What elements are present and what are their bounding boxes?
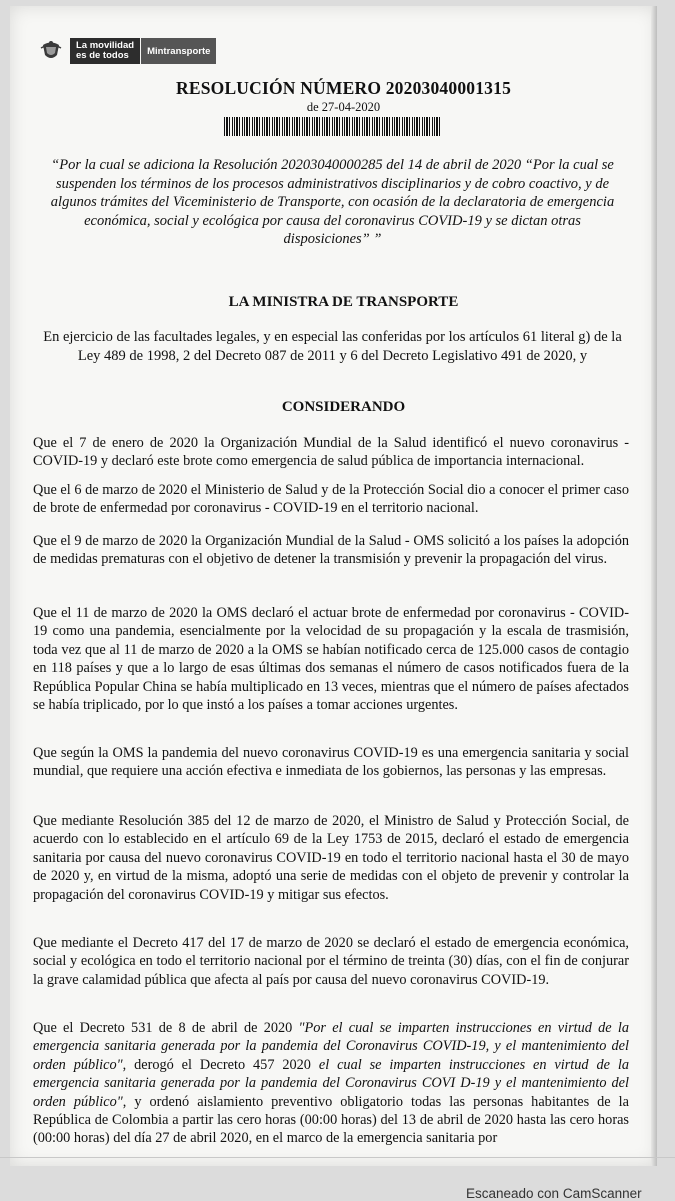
paragraph-8-part-c: , derogó el Decreto 457 2020: [122, 1056, 319, 1073]
slogan-line-2: es de todos: [76, 50, 129, 61]
paragraph-8-decree-531-title: "Por el cual se imparten instrucciones en virtud de la emergencia sanitaria generada por la pandemia del Coronavirus COVID-19, y el mantenimiento del orden público": [33, 1020, 629, 1073]
document-page: [10, 6, 657, 1166]
ministry-header-logo: [38, 38, 216, 64]
paragraph-8-decree-457-title: el cual se imparten instrucciones en virtud de la emergencia sanitaria generada por la pandemia del Coronavirus COVI D-19 y el mantenimiento del orden público": [33, 1056, 629, 1110]
resolution-epigraph: “Por la cual se adiciona la Resolución 20203040000285 del 14 de abril de 2020 “Por la cual se suspenden los términos de los procesos administrativos disciplinarios y de cobro coactivo, y de algunos trámites del Viceministerio de Transporte, con ocasión de la declaratoria de emergencia económica, social y ecológica por causa del coronavirus COVID-19 y se dictan otras disposiciones” ”: [50, 157, 615, 248]
colombia-coat-of-arms-icon: [38, 38, 64, 64]
resolution-title: RESOLUCIÓN NÚMERO 20203040001315: [175, 78, 512, 98]
scanner-watermark: Escaneado con CamScanner: [466, 1186, 642, 1201]
considerando-paragraph-2: Que el 6 de marzo de 2020 el Ministerio de Salud y de la Protección Social dio a conocer el primer caso de brote de enfermedad por coronavirus - COVID-19 en el territorio nacional.: [33, 482, 629, 517]
considerando-paragraph-6: Que mediante Resolución 385 del 12 de marzo de 2020, el Ministro de Salud y Protección Social, de acuerdo con lo establecido en el artículo 69 de la Ley 1753 de 2015, declaró el estado de emergencia sanitaria por causa del nuevo coronavirus COVID-19 en todo el territorio nacional hasta el 30 de mayo de 2020 y, en virtud de la misma, adoptó una serie de medidas con el objeto de prevenir y controlar la propagación del coronavirus COVID-19 y mitigar sus efectos.: [33, 813, 629, 903]
resolution-date: de 27-04-2020: [306, 100, 381, 114]
considerando-paragraph-5: Que según la OMS la pandemia del nuevo coronavirus COVID-19 es una emergencia sanitaria y social mundial, que requiere una acción efectiva e inmediata de los gobiernos, las personas y las empresas.: [33, 745, 629, 780]
considerando-paragraph-4: Que el 11 de marzo de 2020 la OMS declaró el actuar brote de enfermedad por coronavirus - COVID-19 como una pandemia, esencialmente por la velocidad de su propagación y la escala de trasmisión, toda vez que al 11 de marzo de 2020 a la OMS se habían notificado cerca de 125.000 casos de contagio en 118 países y que a lo largo de esas últimas dos semanas el número de casos notificados fuera de la República Popular China se había multiplicado en 13 veces, mientras que el número de países afectados se había triplicado, por lo que instó a los países a tomar acciones urgentes.: [33, 605, 629, 714]
slogan-line-1: La movilidad: [76, 40, 135, 51]
paragraph-8-part-a: Que el Decreto 531 de 8 de abril de 2020: [33, 1020, 299, 1036]
barcode-image: [224, 117, 442, 136]
considerando-paragraph-7: Que mediante el Decreto 417 del 17 de marzo de 2020 se declaró el estado de emergencia económica, social y ecológica en todo el territorio nacional por el término de treinta (30) días, con el fin de conjurar la grave calamidad pública que afecta al país por causa del nuevo coronavirus COVID-19.: [33, 935, 629, 988]
page-edge: [0, 1157, 675, 1158]
considerando-paragraph-8: [33, 1019, 629, 1148]
slogan-logo: [70, 38, 140, 64]
considerando-heading: CONSIDERANDO: [281, 399, 406, 415]
considerando-paragraph-1: Que el 7 de enero de 2020 la Organización Mundial de la Salud identificó el nuevo coronavirus - COVID-19 y declaró este brote como emergencia de salud pública de importancia internacional.: [33, 435, 629, 470]
considerando-paragraph-3: Que el 9 de marzo de 2020 la Organización Mundial de la Salud - OMS solicitó a los países la adopción de medidas prematuras con el objetivo de detener la transmisión y prevenir la propagación del virus.: [33, 533, 629, 568]
ministry-name-logo: Mintransporte: [141, 38, 216, 64]
signatory-heading: LA MINISTRA DE TRANSPORTE: [228, 294, 459, 310]
paragraph-8-part-e: , y ordenó aislamiento preventivo obligatorio todas las personas habitantes de la República de Colombia a partir las cero horas (00:00 horas) del 13 de abril de 2020 hasta las cero horas (00:00 horas) del día 27 de abril 2020, en el marco de la emergencia sanitaria por: [33, 1093, 629, 1147]
preamble-text: En ejercicio de las facultades legales, y en especial las conferidas por los artículos 61 literal g) de la Ley 489 de 1998, 2 del Decreto 087 de 2011 y 6 del Decreto Legislativo 491 de 2020, y: [43, 329, 622, 364]
